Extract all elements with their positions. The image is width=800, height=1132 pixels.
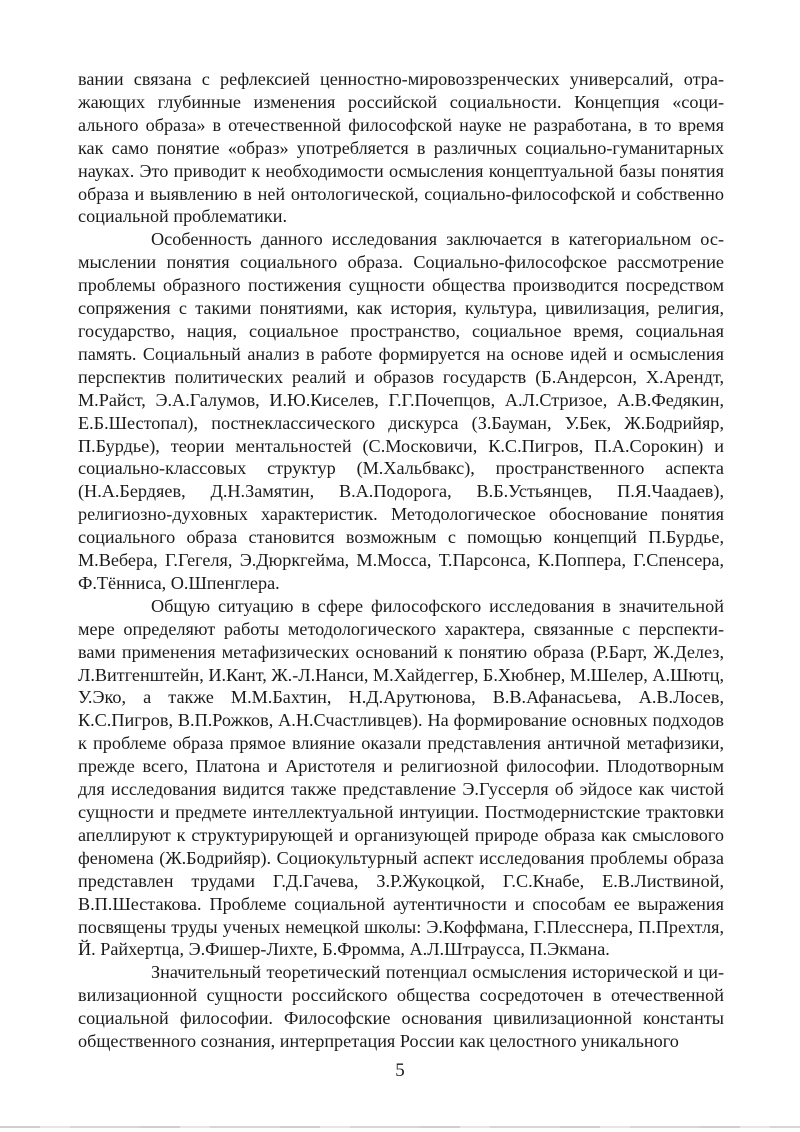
scan-bottom-edge — [0, 1126, 800, 1128]
page-number: 5 — [395, 1060, 405, 1081]
page-body — [78, 68, 724, 1053]
paragraph-1: вании связана с рефлексией ценностно-мировоззренческих универсалий, отражающих глубинные изменения российской социальности. Концепция «социального образа» в отечественной философской науке не разработана, в то время как само понятие «образ» употребляется в различных социально-гуманитарных науках. Это приводит к необходимости осмысления концептуальной базы понятия образа и выявлению в ней онтологической, социально-философской и собственно социальной проблематики. — [78, 69, 724, 227]
paragraph-3: Общую ситуацию в сфере философского исследования в значительной мере определяют работы методологического характера, связанные с перспективами применения метафизических оснований к понятию образа (Р.Барт, Ж.Делез, Л.Витгенштейн, И.Кант, Ж.-Л.Нанси, М.Хайдеггер, Б.Хюбнер, М.Шелер, А.Шютц, У.Эко, а также М.М.Бахтин, Н.Д.Арутюнова, В.В.Афанасьева, А.В.Лосев, К.С.Пигров, В.П.Рожков, А.Н.Счастливцев). На формирование основных подходов к проблеме образа прямое влияние оказали представления античной метафизики, прежде всего, Платона и Аристотеля и религиозной философии. Плодотворным для исследования видится также представление Э.Гуссерля об эйдосе как чистой сущности и предмете интеллектуальной интуиции. Постмодернистские трактовки апеллируют к структурирующей и организующей природе образа как смыслового феномена (Ж.Бодрийяр). Социокультурный аспект исследования проблемы образа представлен трудами Г.Д.Гачева, З.Р.Жукоцкой, Г.С.Кнабе, Е.В.Листвиной, В.П.Шестакова. Проблеме социальной аутентичности и способам ее выражения посвящены труды ученых немецкой школы: Э.Коффмана, Г.Плесснера, П.Прехтля, Й. Райхертца, Э.Фишер-Лихте, Б.Фромма, А.Л.Штраусса, П.Экмана. — [78, 595, 724, 960]
paragraph-4: Значительный теоретический потенциал осмысления исторической и цивилизационной сущности российского общества сосредоточен в отечественной социальной философии. Философские основания цивилизационной константы общественного сознания, интерпретация России как целостного уникального — [78, 962, 724, 1052]
paragraph-2: Особенность данного исследования заключается в категориальном осмыслении понятия социального образа. Социально-философское рассмотрение проблемы образного постижения сущности общества производится посредством сопряжения с такими понятиями, как история, культура, цивилизация, религия, государство, нация, социальное пространство, социальное время, социальная память. Социальный анализ в работе формируется на основе идей и осмысления перспектив политических реалий и образов государств (Б.Андерсон, Х.Арендт, М.Райст, Э.А.Галумов, И.Ю.Киселев, Г.Г.Почепцов, А.Л.Стризое, А.В.Федякин, Е.Б.Шестопал), постнеклассического дискурса (З.Бауман, У.Бек, Ж.Бодрийяр, П.Бурдье), теории ментальностей (С.Московичи, К.С.Пигров, П.А.Сорокин) и социально-классовых структур (М.Хальбвакс), пространственного аспекта (Н.А.Бердяев, Д.Н.Замятин, В.А.Подорога, В.Б.Устьянцев, П.Я.Чаадаев), религиозно-духовных характеристик. Методологическое обоснование понятия социального образа становится возможным с помощью концепций П.Бурдье, М.Вебера, Г.Гегеля, Э.Дюркгейма, М.Мосса, Т.Парсонса, К.Поппера, Г.Спенсера, Ф.Тённиса, О.Шпенглера. — [78, 229, 724, 593]
